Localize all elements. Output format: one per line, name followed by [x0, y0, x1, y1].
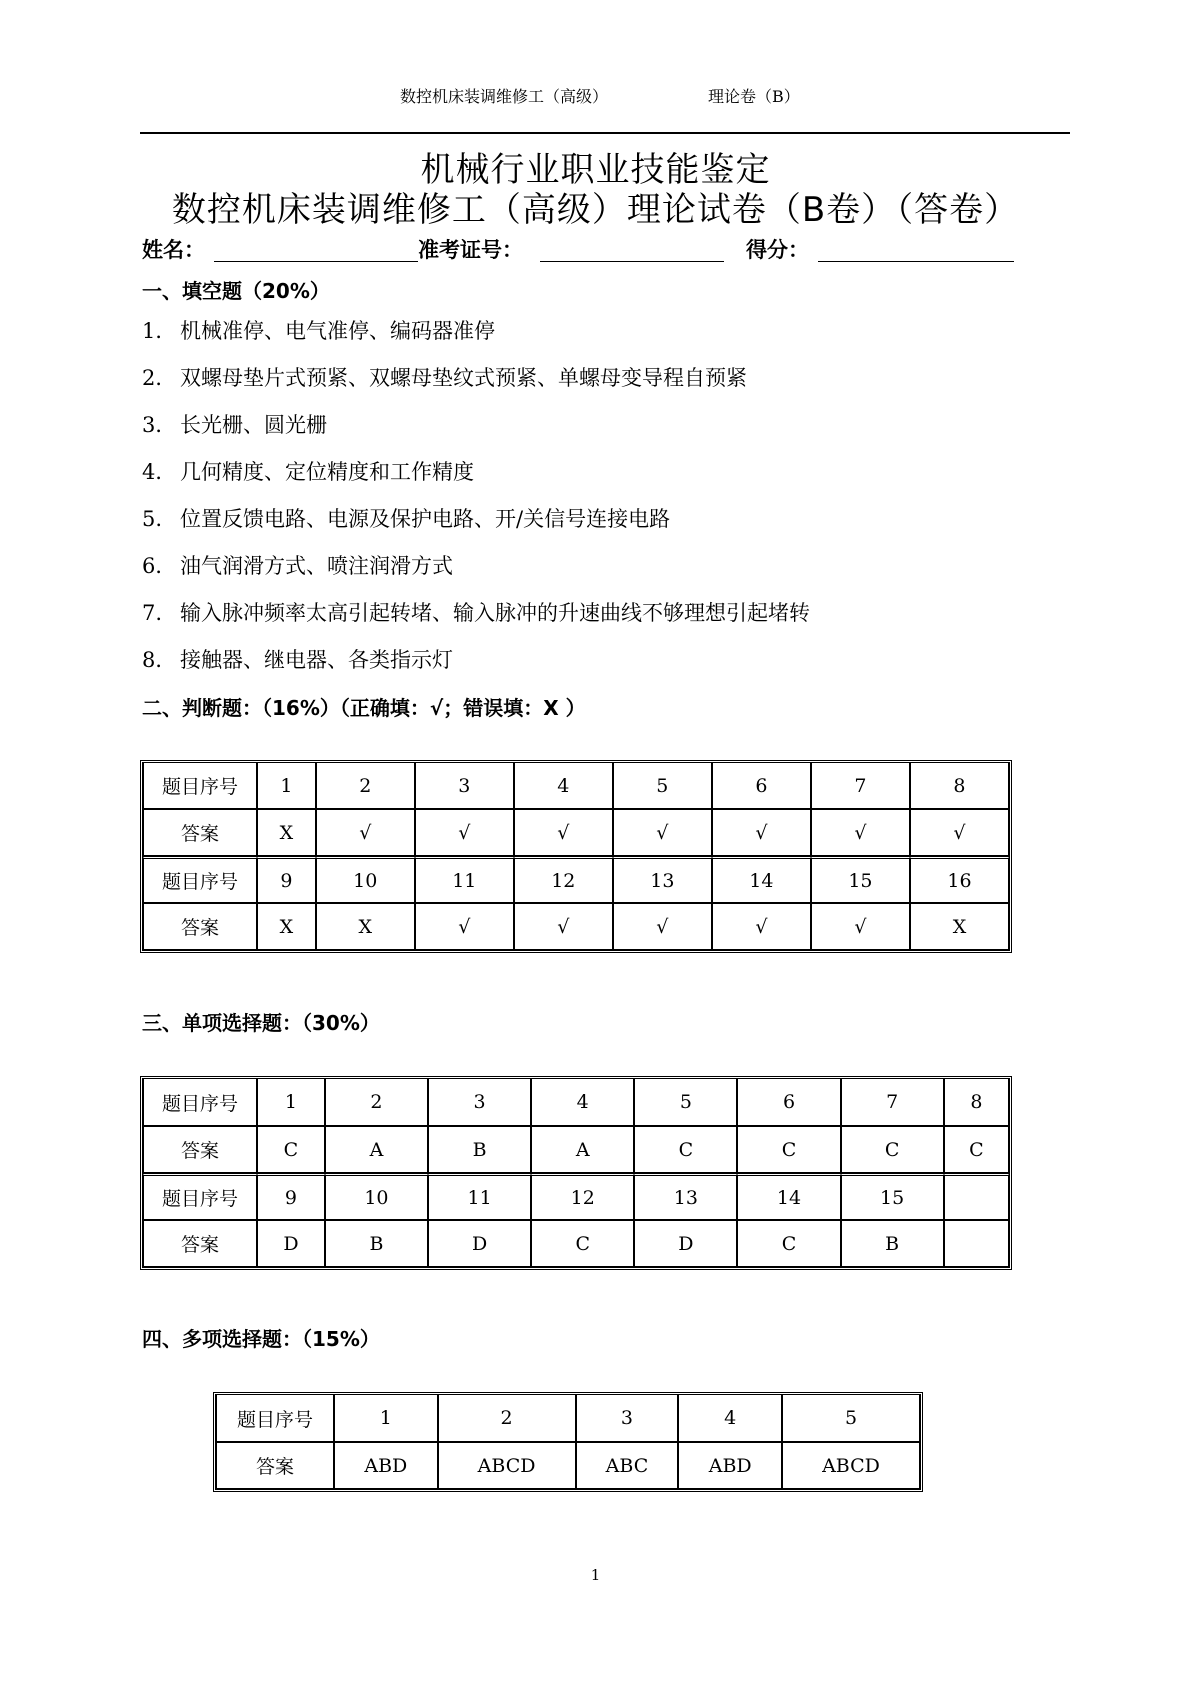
question-number: 8	[944, 1079, 1009, 1126]
table-row	[143, 1220, 1009, 1267]
row-label-number: 题目序号	[143, 856, 257, 903]
answer-cell: √	[613, 903, 712, 950]
answer-cell: D	[257, 1220, 325, 1267]
question-number: 6	[712, 763, 811, 809]
answer-cell: C	[737, 1220, 840, 1267]
question-number: 5	[782, 1395, 920, 1442]
table-row	[143, 763, 1009, 809]
answer-cell: B	[841, 1220, 944, 1267]
section3-heading: 三、单项选择题：（30%）	[142, 1011, 380, 1035]
question-number: 1	[334, 1395, 438, 1442]
answer-cell: B	[325, 1220, 428, 1267]
fill-item-number: 6．	[142, 554, 177, 578]
fill-item-answer: 接触器、继电器、各类指示灯	[180, 648, 453, 672]
answer-cell: √	[415, 903, 514, 950]
fill-item-3	[142, 409, 327, 439]
section2-heading: 二、判断题：（16%）（正确填：√；错误填：X ）	[142, 696, 586, 720]
fill-item-4	[142, 456, 474, 486]
answer-cell: ABCD	[782, 1442, 920, 1489]
question-number: 15	[811, 856, 910, 903]
answer-cell: √	[613, 809, 712, 856]
fill-item-number: 2．	[142, 366, 177, 390]
answer-cell: C	[257, 1126, 325, 1173]
fill-item-answer: 长光栅、圆光栅	[180, 413, 327, 437]
table-row	[216, 1395, 920, 1442]
fill-item-number: 4．	[142, 460, 177, 484]
question-number: 13	[613, 856, 712, 903]
answer-cell: X	[910, 903, 1009, 950]
answer-cell: √	[712, 903, 811, 950]
fill-item-answer: 油气润滑方式、喷注润滑方式	[180, 554, 453, 578]
fill-item-number: 1．	[142, 319, 177, 343]
document-title: 机械行业职业技能鉴定	[420, 150, 771, 190]
row-label-number: 题目序号	[143, 1173, 257, 1220]
fill-item-number: 8．	[142, 648, 177, 672]
answer-cell: ABD	[334, 1442, 438, 1489]
question-number: 5	[634, 1079, 737, 1126]
answer-cell: C	[531, 1220, 634, 1267]
table-row	[143, 903, 1009, 950]
exam-id-field[interactable]	[540, 261, 724, 262]
fill-item-number: 5.	[142, 507, 163, 531]
single-choice-answer-table	[140, 1076, 1012, 1270]
answer-cell: A	[531, 1126, 634, 1173]
table-row	[143, 1126, 1009, 1173]
row-label-answer: 答案	[143, 1126, 257, 1173]
table-row	[143, 856, 1009, 903]
answer-cell: √	[811, 809, 910, 856]
answer-cell: D	[634, 1220, 737, 1267]
question-number: 6	[737, 1079, 840, 1126]
question-number: 13	[634, 1173, 737, 1220]
row-label-answer: 答案	[143, 809, 257, 856]
answer-cell: ABC	[576, 1442, 679, 1489]
running-header	[0, 84, 1191, 108]
answer-cell: X	[257, 809, 316, 856]
row-label-number: 题目序号	[143, 1079, 257, 1126]
fill-item-answer: 位置反馈电路、电源及保护电路、开/关信号连接电路	[180, 507, 671, 531]
question-number: 8	[910, 763, 1009, 809]
fill-item-answer: 输入脉冲频率太高引起转堵、输入脉冲的升速曲线不够理想引起堵转	[180, 601, 810, 625]
score-label: 得分：	[746, 238, 809, 262]
question-number: 9	[257, 1173, 325, 1220]
question-number: 4	[678, 1395, 782, 1442]
fill-item-1	[142, 315, 495, 345]
question-number: 1	[257, 763, 316, 809]
question-number: 5	[613, 763, 712, 809]
answer-cell: √	[514, 903, 613, 950]
question-number: 2	[316, 763, 415, 809]
question-number: 7	[811, 763, 910, 809]
question-number: 10	[325, 1173, 428, 1220]
candidate-info-row	[142, 234, 1072, 264]
answer-cell: C	[944, 1126, 1009, 1173]
row-label-number: 题目序号	[216, 1395, 334, 1442]
answer-cell: B	[428, 1126, 531, 1173]
table-row	[143, 1079, 1009, 1126]
page-number: 1	[590, 1566, 601, 1584]
question-number: 2	[325, 1079, 428, 1126]
fill-item-5	[142, 503, 670, 533]
row-label-answer: 答案	[143, 1220, 257, 1267]
fill-item-answer: 几何精度、定位精度和工作精度	[180, 460, 474, 484]
exam-id-label: 准考证号：	[418, 238, 523, 262]
question-number: 12	[514, 856, 613, 903]
answer-cell: √	[910, 809, 1009, 856]
row-label-number: 题目序号	[143, 763, 257, 809]
score-field[interactable]	[818, 261, 1014, 262]
fill-item-6	[142, 550, 453, 580]
answer-cell: √	[514, 809, 613, 856]
fill-item-number: 3．	[142, 413, 177, 437]
answer-cell: ABD	[678, 1442, 782, 1489]
answer-cell: √	[415, 809, 514, 856]
fill-item-8	[142, 644, 453, 674]
answer-cell: A	[325, 1126, 428, 1173]
question-number: 3	[415, 763, 514, 809]
table-row	[143, 1173, 1009, 1220]
row-label-answer: 答案	[216, 1442, 334, 1489]
answer-cell: C	[634, 1126, 737, 1173]
question-number: 14	[737, 1173, 840, 1220]
table-row	[143, 809, 1009, 856]
answer-cell: X	[316, 903, 415, 950]
fill-item-answer: 机械准停、电气准停、编码器准停	[180, 319, 495, 343]
question-number: 15	[841, 1173, 944, 1220]
table-row	[216, 1442, 920, 1489]
name-label: 姓名：	[142, 238, 205, 262]
question-number: 9	[257, 856, 316, 903]
answer-cell: C	[737, 1126, 840, 1173]
question-number: 4	[531, 1079, 634, 1126]
answer-cell: √	[811, 903, 910, 950]
fill-item-answer: 双螺母垫片式预紧、双螺母垫纹式预紧、单螺母变导程自预紧	[180, 366, 747, 390]
answer-cell	[944, 1220, 1009, 1267]
running-header-course: 数控机床装调维修工（高级）	[400, 87, 609, 106]
true-false-answer-table	[140, 760, 1012, 953]
answer-cell: C	[841, 1126, 944, 1173]
question-number: 12	[531, 1173, 634, 1220]
question-number: 4	[514, 763, 613, 809]
name-field[interactable]	[214, 261, 418, 262]
question-number: 10	[316, 856, 415, 903]
question-number: 3	[576, 1395, 679, 1442]
answer-cell: X	[257, 903, 316, 950]
question-number: 7	[841, 1079, 944, 1126]
answer-cell: D	[428, 1220, 531, 1267]
answer-cell: √	[316, 809, 415, 856]
document-subtitle: 数控机床装调维修工（高级）理论试卷（B卷）（答卷）	[171, 190, 1020, 230]
fill-item-number: 7.	[142, 601, 163, 625]
fill-item-2	[142, 362, 747, 392]
question-number: 11	[428, 1173, 531, 1220]
question-number: 14	[712, 856, 811, 903]
question-number: 11	[415, 856, 514, 903]
section4-heading: 四、多项选择题：（15%）	[142, 1327, 380, 1351]
row-label-answer: 答案	[143, 903, 257, 950]
header-rule	[140, 132, 1070, 134]
question-number: 1	[257, 1079, 325, 1126]
running-header-paper: 理论卷（B）	[708, 87, 800, 106]
question-number: 16	[910, 856, 1009, 903]
fill-item-7	[142, 597, 810, 627]
section1-heading: 一、填空题（20%）	[142, 279, 330, 303]
question-number	[944, 1173, 1009, 1220]
answer-cell: √	[712, 809, 811, 856]
answer-cell: ABCD	[438, 1442, 576, 1489]
multiple-choice-answer-table	[213, 1392, 923, 1492]
question-number: 2	[438, 1395, 576, 1442]
question-number: 3	[428, 1079, 531, 1126]
